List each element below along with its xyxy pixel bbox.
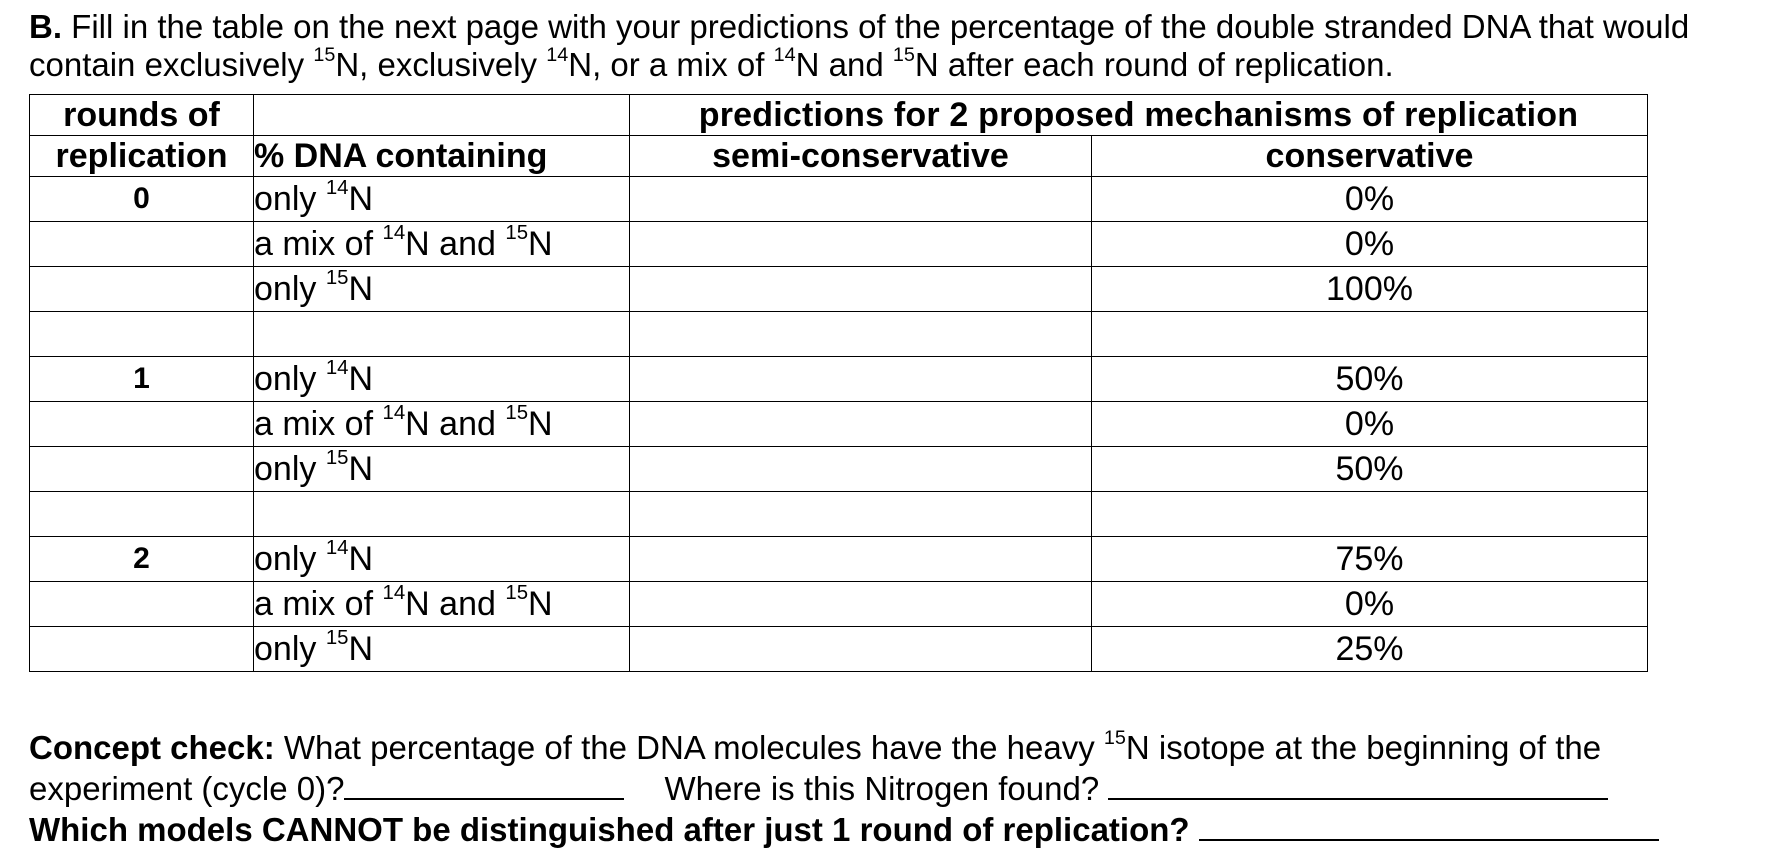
intro-paragraph — [29, 8, 1759, 84]
spacer-row — [30, 492, 1648, 537]
conservative-value: 100% — [1092, 267, 1648, 312]
round-empty-cell — [30, 582, 254, 627]
intro-sup-3: 14 — [773, 44, 796, 67]
conservative-value: 0% — [1092, 222, 1648, 267]
label-only-15n: only $^{15}$N — [254, 267, 630, 312]
answer-blank-models[interactable] — [1199, 809, 1659, 841]
label-only-15n: only $^{15}$N — [254, 627, 630, 672]
intro-sup-1: 15 — [313, 44, 336, 67]
section-label: B. — [29, 8, 62, 45]
concept-line-1 — [29, 728, 1769, 809]
table-row — [30, 447, 1648, 492]
table-header-row-1 — [30, 95, 1648, 136]
conservative-value: 50% — [1092, 357, 1648, 402]
table-row — [30, 582, 1648, 627]
header-pct-empty — [254, 95, 630, 136]
concept-q1-part-a: What percentage of the DNA molecules have the heavy — [274, 729, 1104, 766]
semi-conservative-answer-cell[interactable] — [630, 222, 1092, 267]
round-number: 1 — [30, 357, 254, 402]
header-group-title: predictions for 2 proposed mechanisms of replication — [630, 95, 1648, 136]
table-row — [30, 267, 1648, 312]
label-only-14n: only $^{14}$N — [254, 177, 630, 222]
intro-text-4: N and — [795, 46, 893, 83]
round-empty-cell — [30, 402, 254, 447]
intro-text-3: N, or a mix of — [568, 46, 774, 83]
concept-q3: Which models CANNOT be distinguished after just 1 round of replication? — [29, 811, 1190, 848]
intro-text-5: N after each round of replication. — [914, 46, 1394, 83]
semi-conservative-answer-cell[interactable] — [630, 537, 1092, 582]
answer-blank-location[interactable] — [1108, 768, 1608, 800]
table-row — [30, 222, 1648, 267]
intro-text-2: N, exclusively — [335, 46, 547, 83]
intro-sup-2: 14 — [546, 44, 569, 67]
round-empty-cell — [30, 267, 254, 312]
intro-sup-4: 15 — [892, 44, 915, 67]
round-number: 2 — [30, 537, 254, 582]
table-row — [30, 357, 1648, 402]
table-row — [30, 627, 1648, 672]
label-mix-14n-15n: a mix of $^{14}$N and $^{15}$N — [254, 402, 630, 447]
round-empty-cell — [30, 222, 254, 267]
semi-conservative-answer-cell[interactable] — [630, 357, 1092, 402]
answer-blank-percentage[interactable] — [344, 768, 624, 800]
label-mix-14n-15n: a mix of $^{14}$N and $^{15}$N — [254, 222, 630, 267]
label-mix-14n-15n: a mix of $^{14}$N and $^{15}$N — [254, 582, 630, 627]
header-semi-conservative: semi-conservative — [630, 136, 1092, 177]
header-rounds-line2: replication — [30, 136, 254, 177]
table-row — [30, 177, 1648, 222]
semi-conservative-answer-cell[interactable] — [630, 402, 1092, 447]
label-only-14n: only $^{14}$N — [254, 357, 630, 402]
table-header-row-2 — [30, 136, 1648, 177]
semi-conservative-answer-cell[interactable] — [630, 177, 1092, 222]
semi-conservative-answer-cell[interactable] — [630, 582, 1092, 627]
concept-check-label: Concept check: — [29, 729, 275, 766]
spacer-row — [30, 312, 1648, 357]
semi-conservative-answer-cell[interactable] — [630, 627, 1092, 672]
semi-conservative-answer-cell[interactable] — [630, 267, 1092, 312]
table-row — [30, 402, 1648, 447]
conservative-value: 75% — [1092, 537, 1648, 582]
round-number: 0 — [30, 177, 254, 222]
concept-check — [29, 728, 1769, 850]
concept-q1-part-b: N isotope at the beginning of the experiment (cycle 0)? — [29, 729, 1602, 807]
conservative-value: 0% — [1092, 177, 1648, 222]
round-empty-cell — [30, 627, 254, 672]
header-pct-label: % DNA containing — [254, 136, 630, 177]
prediction-table — [29, 94, 1648, 672]
concept-q2: Where is this Nitrogen found? — [664, 770, 1100, 807]
round-empty-cell — [30, 447, 254, 492]
intro-text-1: Fill in the table on the next page with your predictions of the percentage of the double stranded DNA that would contain exclusively — [29, 8, 1690, 83]
conservative-value: 25% — [1092, 627, 1648, 672]
header-conservative: conservative — [1092, 136, 1648, 177]
conservative-value: 0% — [1092, 402, 1648, 447]
table-row — [30, 537, 1648, 582]
conservative-value: 50% — [1092, 447, 1648, 492]
label-only-14n: only $^{14}$N — [254, 537, 630, 582]
header-rounds-line1: rounds of — [30, 95, 254, 136]
concept-line-3 — [29, 809, 1769, 850]
conservative-value: 0% — [1092, 582, 1648, 627]
concept-q1-sup: 15 — [1103, 727, 1126, 750]
label-only-15n: only $^{15}$N — [254, 447, 630, 492]
semi-conservative-answer-cell[interactable] — [630, 447, 1092, 492]
